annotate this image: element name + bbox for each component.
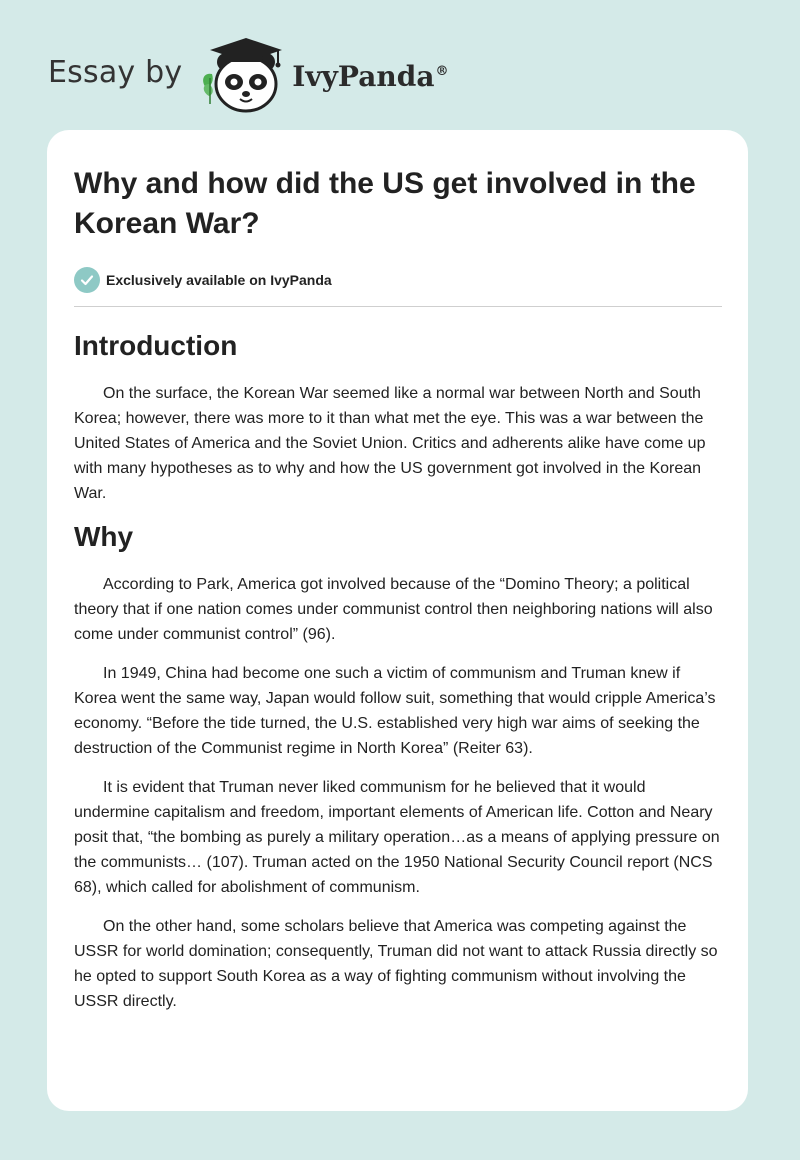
paragraph: It is evident that Truman never liked communism for he believed that it would undermine capitalism and freedom, important elements of American life. Cotton and Neary posit that, “the bombing as purely a military operation…as a means of applying pressure on the communists… (107). Truman acted on the 1950 National Security Council report (NCS 68), which called for abolishment of communism. [74, 779, 720, 896]
paragraph: In 1949, China had become one such a victim of communism and Truman knew if Korea went the same way, Japan would follow suit, something that would cripple America’s economy. “Before the tide turned, the U.S. established very high war aims of seeking the destruction of the Communist regime in North Korea” (Reiter 63). [74, 665, 716, 757]
site-header [48, 34, 448, 114]
checkmark-icon [74, 267, 100, 293]
paragraph: On the other hand, some scholars believe that America was competing against the USSR for world domination; consequently, Truman did not want to attack Russia directly so he opted to support South Korea as a way of fighting communism without involving the USSR directly. [74, 918, 718, 1010]
title-divider [74, 306, 722, 307]
badge-label: Exclusively available on IvyPanda [106, 272, 332, 288]
essay-by-label: Essay by [48, 54, 183, 90]
brand-name[interactable]: IvyPanda® [292, 59, 449, 93]
section-heading-introduction: Introduction [74, 330, 238, 361]
page-title: Why and how did the US get involved in the Korean War? [74, 167, 696, 240]
essay-card [47, 130, 748, 1111]
section-heading-why: Why [74, 521, 134, 552]
paragraph: According to Park, America got involved because of the “Domino Theory; a political theory that if one nation comes under communist control then neighboring nations will also come under communist control” (96). [74, 576, 713, 643]
exclusive-badge [74, 266, 722, 294]
panda-logo-icon[interactable] [196, 34, 288, 114]
paragraph: On the surface, the Korean War seemed like a normal war between North and South Korea; however, there was more to it than what met the eye. This was a war between the United States of America and the Soviet Union. Critics and adherents alike have come up with many hypotheses as to why and how the US government got involved in the Korean War. [74, 385, 706, 502]
